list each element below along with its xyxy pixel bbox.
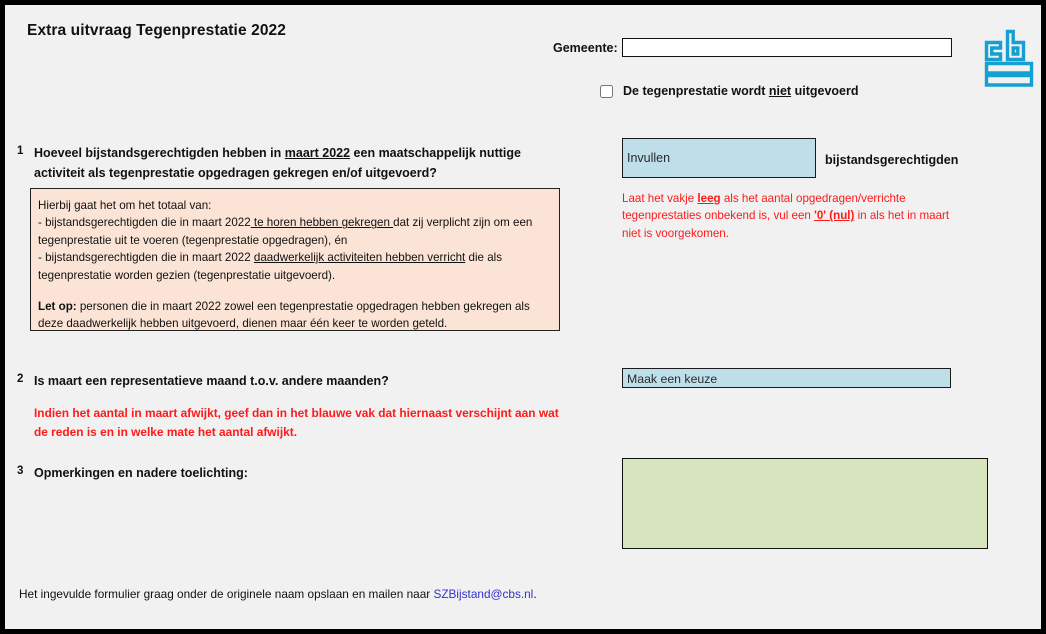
page-title: Extra uitvraag Tegenprestatie 2022 — [27, 22, 286, 39]
question-3-textarea[interactable] — [622, 458, 988, 549]
info-line-3-emphasis: daadwerkelijk activiteiten hebben verricht — [253, 251, 466, 265]
question-1-answer-input[interactable] — [622, 138, 816, 178]
question-1-text — [34, 143, 554, 183]
gemeente-input[interactable] — [622, 38, 952, 57]
gemeente-label: Gemeente: — [553, 41, 618, 55]
footer-note-text: Het ingevulde formulier graag onder de originele naam opslaan en mailen naar — [19, 587, 434, 601]
footer-email-link[interactable]: SZBijstand@cbs.nl — [433, 587, 534, 601]
q1-hint-emphasis-nul: '0' (nul) — [814, 209, 855, 223]
info-line-2 — [38, 214, 552, 249]
info-line-3 — [38, 249, 552, 284]
question-1-info-box — [30, 188, 560, 331]
cbs-logo-icon — [980, 27, 1038, 89]
info-letop-text: personen die in maart 2022 zowel een tegenprestatie opgedragen hebben gekregen als deze daadwerkelijk hebben uitgevoerd, dienen maar één keer te worden geteld. — [38, 300, 530, 331]
checkbox-label-post: uitgevoerd — [791, 84, 859, 98]
q1-hint-part-3: in als het in maart niet is voorgekomen. — [622, 209, 950, 240]
question-2-text: Is maart een representatieve maand t.o.v. andere maanden? — [34, 374, 389, 388]
info-letop-label: Let op: — [38, 300, 77, 314]
question-1-answer-unit: bijstandsgerechtigden — [825, 153, 959, 167]
q1-hint-part-2: als het aantal opgedragen/verrichte tegenprestaties onbekend is, vul een — [622, 192, 906, 223]
question-3-number: 3 — [17, 465, 24, 477]
question-1-hint — [622, 190, 952, 242]
tegenprestatie-niet-uitgevoerd-checkbox[interactable] — [600, 85, 613, 98]
q1-hint-emphasis-leeg: leeg — [697, 192, 721, 205]
info-line-1: Hierbij gaat het om het totaal van: — [38, 199, 212, 212]
info-line-2-b: dat zij verplicht zijn om een tegenprestatie uit te voeren (tegenprestatie opgedragen), én — [38, 216, 533, 247]
checkbox-label-emphasis: niet — [768, 84, 792, 98]
question-2-number: 2 — [17, 373, 24, 385]
info-line-2-emphasis: te horen hebben gekregen — [250, 216, 394, 230]
question-1-number: 1 — [17, 145, 24, 157]
q1-text-part-2: een maatschappelijk nuttige activiteit als tegenprestatie opgedragen gekregen en/of uitgevoerd? — [34, 146, 521, 180]
checkbox-label-pre: De tegenprestatie wordt — [623, 84, 769, 98]
q1-hint-part-1: Laat het vakje — [622, 192, 698, 205]
q1-text-emphasis: maart 2022 — [284, 146, 351, 160]
footer-note — [19, 587, 537, 601]
info-line-3-a: - bijstandsgerechtigden die in maart 2022 — [38, 251, 254, 265]
footer-note-period: . — [533, 587, 537, 601]
q1-text-part-1: Hoeveel bijstandsgerechtigden hebben in — [34, 146, 285, 160]
question-2-hint: Indien het aantal in maart afwijkt, geef dan in het blauwe vak dat hiernaast verschijnt aan wat de reden is en in welke mate het aantal afwijkt. — [34, 406, 559, 439]
question-3-text: Opmerkingen en nadere toelichting: — [34, 466, 248, 480]
tegenprestatie-niet-uitgevoerd-label — [623, 84, 858, 98]
info-letop — [38, 298, 552, 333]
info-line-3-b: die als tegenprestatie worden gezien (tegenprestatie uitgevoerd). — [38, 251, 503, 282]
info-line-2-a: - bijstandsgerechtigden die in maart 2022 — [38, 216, 251, 230]
question-2-select[interactable]: Maak een keuze — [622, 368, 951, 388]
